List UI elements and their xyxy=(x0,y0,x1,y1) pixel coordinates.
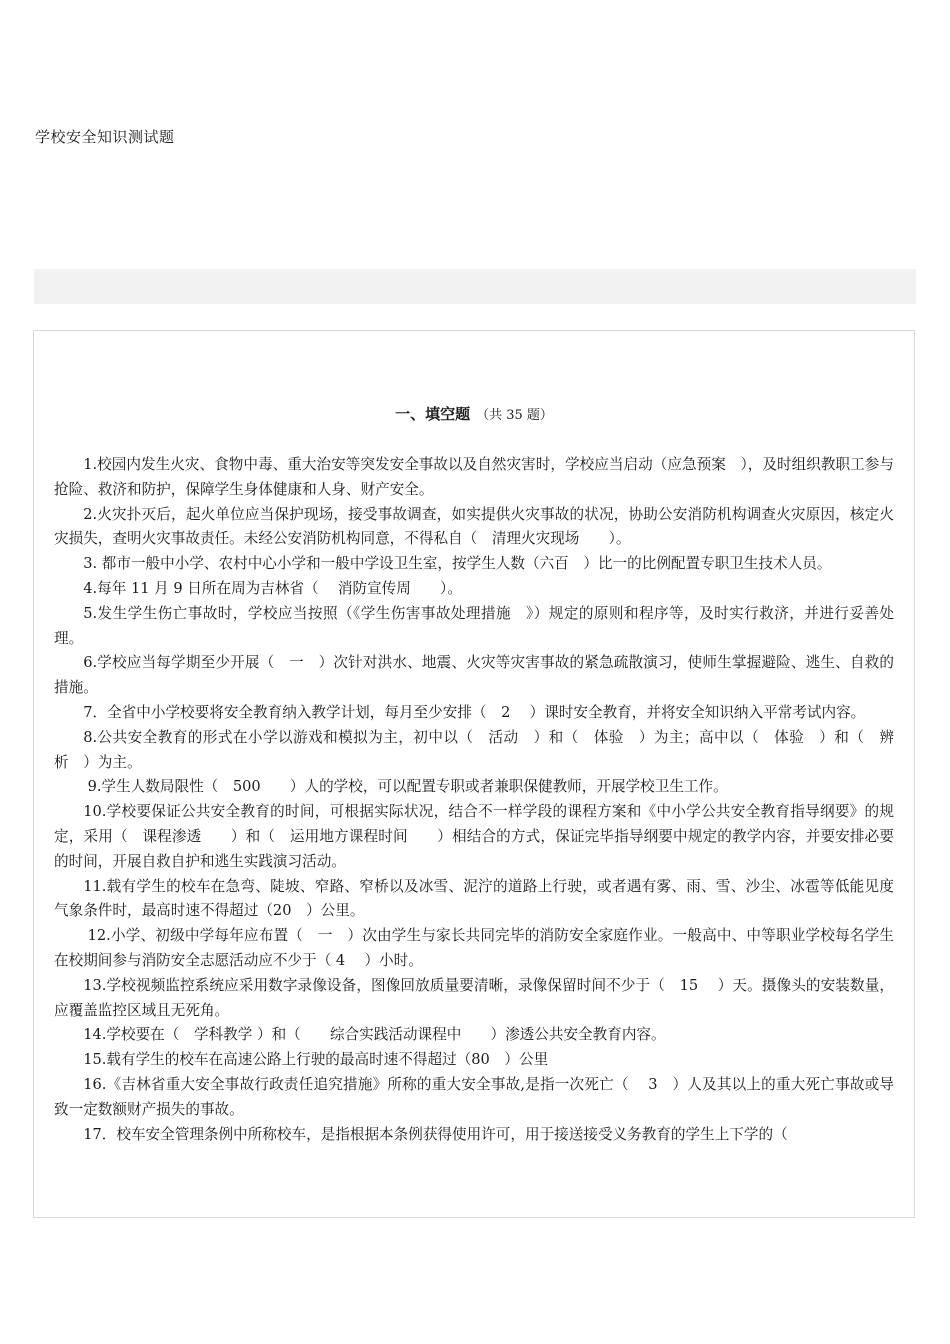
question-item: 6.学校应当每学期至少开展（ 一 ）次针对洪水、地震、火灾等灾害事故的紧急疏散演习，使师生掌握避险、逃生、自救的措施。 xyxy=(54,654,894,697)
document-title: 学校安全知识测试题 xyxy=(35,128,175,146)
question-item: 2.火灾扑灭后，起火单位应当保护现场，接受事故调查，如实提供火灾事故的状况，协助公安消防机构调查火灾原因，核定火灾损失，查明火灾事故责任。未经公安消防机构同意，不得私自（ 清理火灾现场 ）。 xyxy=(54,505,894,548)
question-item: 12.小学、初级中学每年应布置（ 一 ）次由学生与家长共同完毕的消防安全家庭作业。一般高中、中等职业学校每名学生在校期间参与消防安全志愿活动应不少于（ 4 ）小时。 xyxy=(54,927,894,969)
question-item: 3. 都市一般中小学、农村中心小学和一般中学设卫生室，按学生人数（六百 ）比一的比例配置专职卫生技术人员。 xyxy=(83,555,832,573)
question-item: 17．校车安全管理条例中所称校车，是指根据本条例获得使用许可，用于接送接受义务教育的学生上下学的（ xyxy=(83,1125,788,1143)
question-panel xyxy=(33,330,915,1218)
header-band xyxy=(34,269,916,304)
question-item: 11.载有学生的校车在急弯、陡坡、窄路、窄桥以及冰雪、泥泞的道路上行驶，或者遇有雾、雨、雪、沙尘、冰雹等低能见度气象条件时，最高时速不得超过（20 ）公里。 xyxy=(54,877,894,920)
question-item: 4.每年 11 月 9 日所在周为吉林省（ 消防宣传周 ）。 xyxy=(83,579,462,597)
section-title: 一、填空题 xyxy=(395,405,471,423)
question-item: 10.学校要保证公共安全教育的时间，可根据实际状况，结合不一样学段的课程方案和《中小学公共安全教育指导纲要》的规定，采用（ 课程渗透 ）和（ 运用地方课程时间 ）相结合的方式，保证完毕指导纲要中规定的教学内容，并要安排必要的时间，开展自救自护和逃生实践演习活动。 xyxy=(54,803,894,870)
question-item: 13.学校视频监控系统应采用数字录像设备，图像回放质量要清晰，录像保留时间不少于（ 15 ）天。摄像头的安装数量，应覆盖监控区域且无死角。 xyxy=(54,976,894,1019)
question-item: 16.《吉林省重大安全事故行政责任追究措施》所称的重大安全事故,是指一次死亡（ 3 ）人及其以上的重大死亡事故或导致一定数额财产损失的事故。 xyxy=(54,1075,894,1118)
question-item: 8.公共安全教育的形式在小学以游戏和模拟为主，初中以（ 活动 ）和（ 体验 ）为主；高中以（ 体验 ）和（ 辨析 ）为主。 xyxy=(54,728,894,771)
question-count: （共 35 题） xyxy=(476,408,553,423)
question-item: 9.学生人数局限性（ 500 ）人的学校，可以配置专职或者兼职保健教师，开展学校卫生工作。 xyxy=(87,778,728,796)
question-item: 5.发生学生伤亡事故时，学校应当按照（《学生伤害事故处理措施 》）规定的原则和程序等，及时实行救济，并进行妥善处理。 xyxy=(54,604,894,647)
question-item: 1.校园内发生火灾、食物中毒、重大治安等突发安全事故以及自然灾害时，学校应当启动（应急预案 ），及时组织教职工参与抢险、救济和防护，保障学生身体健康和人身、财产安全。 xyxy=(54,456,894,498)
section-heading xyxy=(34,403,914,424)
question-item: 7．全省中小学校要将安全教育纳入教学计划，每月至少安排（ 2 ）课时安全教育，并将安全知识纳入平常考试内容。 xyxy=(83,703,866,721)
question-list xyxy=(54,453,894,1147)
question-item: 14.学校要在（ 学科教学 ）和（ 综合实践活动课程中 ）渗透公共安全教育内容。 xyxy=(83,1026,666,1044)
question-item: 15.载有学生的校车在高速公路上行驶的最高时速不得超过（80 ）公里 xyxy=(83,1051,549,1069)
